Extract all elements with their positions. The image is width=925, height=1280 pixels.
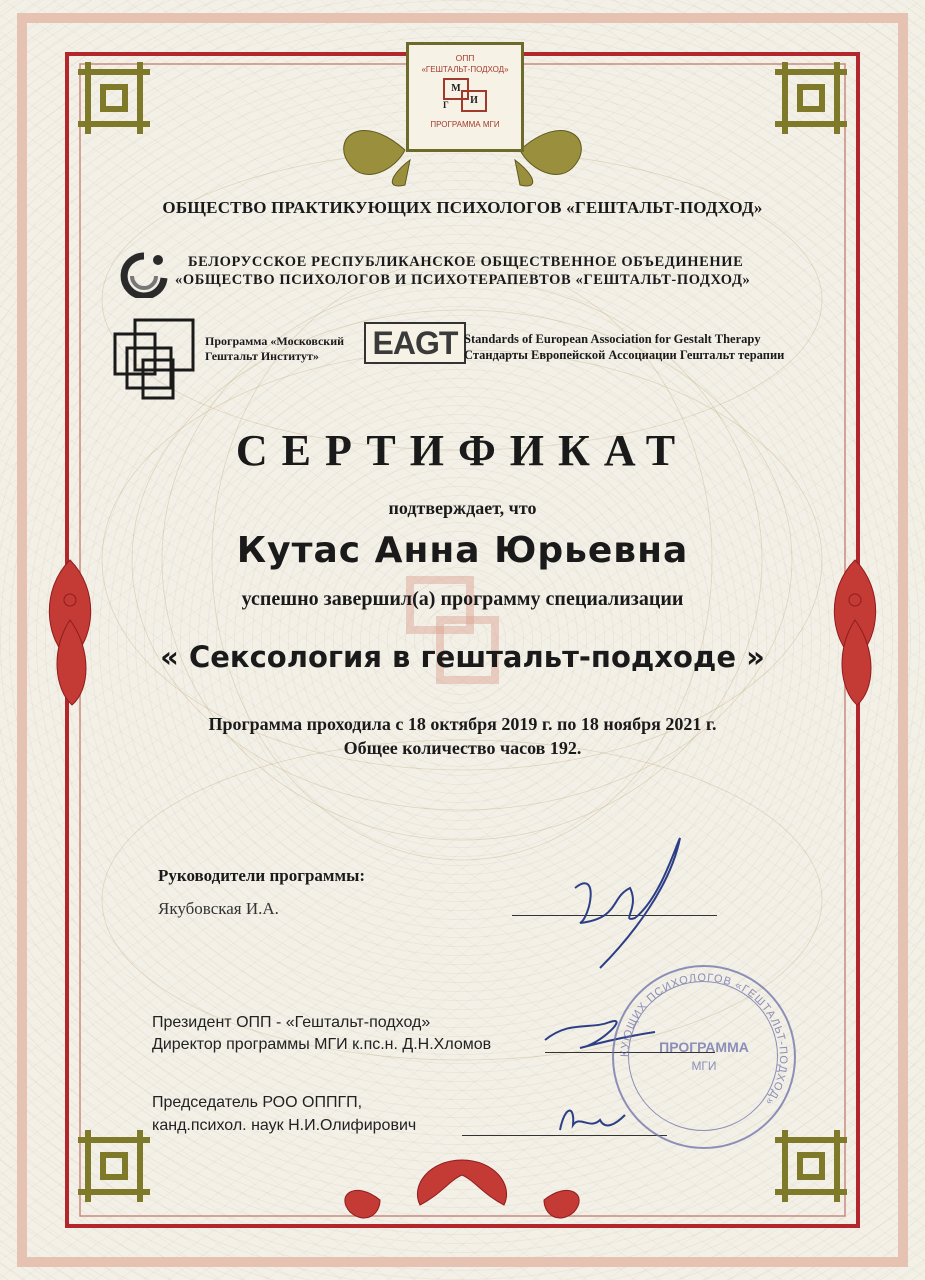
mgi-mark-m: М <box>443 78 469 100</box>
top-logo-line3: ПРОГРАММА МГИ <box>430 120 500 129</box>
corner-ornament-tl-icon <box>78 62 150 134</box>
top-logo-box <box>406 42 524 152</box>
mgi-mark-g: Г <box>443 100 449 110</box>
bottom-red-ornament-icon <box>345 1160 579 1218</box>
chair-line2: канд.психол. наук Н.И.Олифирович <box>152 1117 417 1134</box>
eagt-standards-ru: Стандарты Европейской Ассоциации Гештальт терапии <box>464 348 785 362</box>
eagt-logo: EAGT <box>364 322 466 364</box>
mgi-mark-i: И <box>461 90 487 112</box>
president-line1: Президент ОПП - «Гештальт-подход» <box>152 1014 431 1031</box>
program-name: « Сексология в гештальт-подходе » <box>160 640 765 674</box>
mgi-program-line1: Программа «Московский <box>205 334 345 348</box>
recipient-name: Кутас Анна Юрьевна <box>236 530 689 571</box>
corner-ornament-tr-icon <box>775 62 847 134</box>
belarus-org-line1: БЕЛОРУССКОЕ РЕСПУБЛИКАНСКОЕ ОБЩЕСТВЕННОЕ ОБЪЕДИНЕНИЕ <box>188 254 744 270</box>
confirms-text: подтверждает, что <box>388 498 537 518</box>
right-red-ornament-icon <box>834 560 875 705</box>
stamp-center-text: ПРОГРАММА <box>659 1039 749 1055</box>
stamp-ring-text-icon <box>614 967 794 1147</box>
certificate-title: СЕРТИФИКАТ <box>235 426 690 475</box>
eagt-standards-en: Standards of European Association for Gestalt Therapy <box>464 332 761 346</box>
managers-label: Руководители программы: <box>158 866 365 885</box>
org-title: ОБЩЕСТВО ПРАКТИКУЮЩИХ ПСИХОЛОГОВ «ГЕШТАЛЬТ-ПОДХОД» <box>162 198 763 217</box>
stamp-ring-text: КУЮЩИХ ПСИХОЛОГОВ «ГЕШТАЛЬТ-ПОДХОД» <box>618 971 790 1108</box>
stamp-center-sub: МГИ <box>691 1059 717 1073</box>
completion-text: успешно завершил(а) программу специализации <box>241 588 684 610</box>
top-logo-line1: ОПП <box>455 53 475 63</box>
top-logo-line2: «ГЕШТАЛЬТ-ПОДХОД» <box>421 65 509 74</box>
chair-line1: Председатель РОО ОППГП, <box>152 1094 363 1111</box>
manager-signature-icon <box>560 828 700 978</box>
mgi-mark-icon <box>443 78 487 114</box>
program-hours: Общее количество часов 192. <box>343 738 582 758</box>
belarus-org-line2: «ОБЩЕСТВО ПСИХОЛОГОВ И ПСИХОТЕРАПЕВТОВ «ГЕШТАЛЬТ-ПОДХОД» <box>175 272 751 288</box>
belarus-org-logo-icon <box>118 252 170 298</box>
mgi-squares-logo-icon <box>113 318 197 402</box>
official-stamp <box>612 965 796 1149</box>
mgi-program-line2: Гештальт Институт» <box>205 349 319 363</box>
corner-ornament-bl-icon <box>78 1130 150 1202</box>
left-red-ornament-icon <box>49 560 90 705</box>
president-line2: Директор программы МГИ к.пс.н. Д.Н.Хломов <box>152 1036 492 1053</box>
manager-name: Якубовская И.А. <box>158 899 279 918</box>
program-dates: Программа проходила с 18 октября 2019 г. по 18 ноября 2021 г. <box>208 714 717 734</box>
